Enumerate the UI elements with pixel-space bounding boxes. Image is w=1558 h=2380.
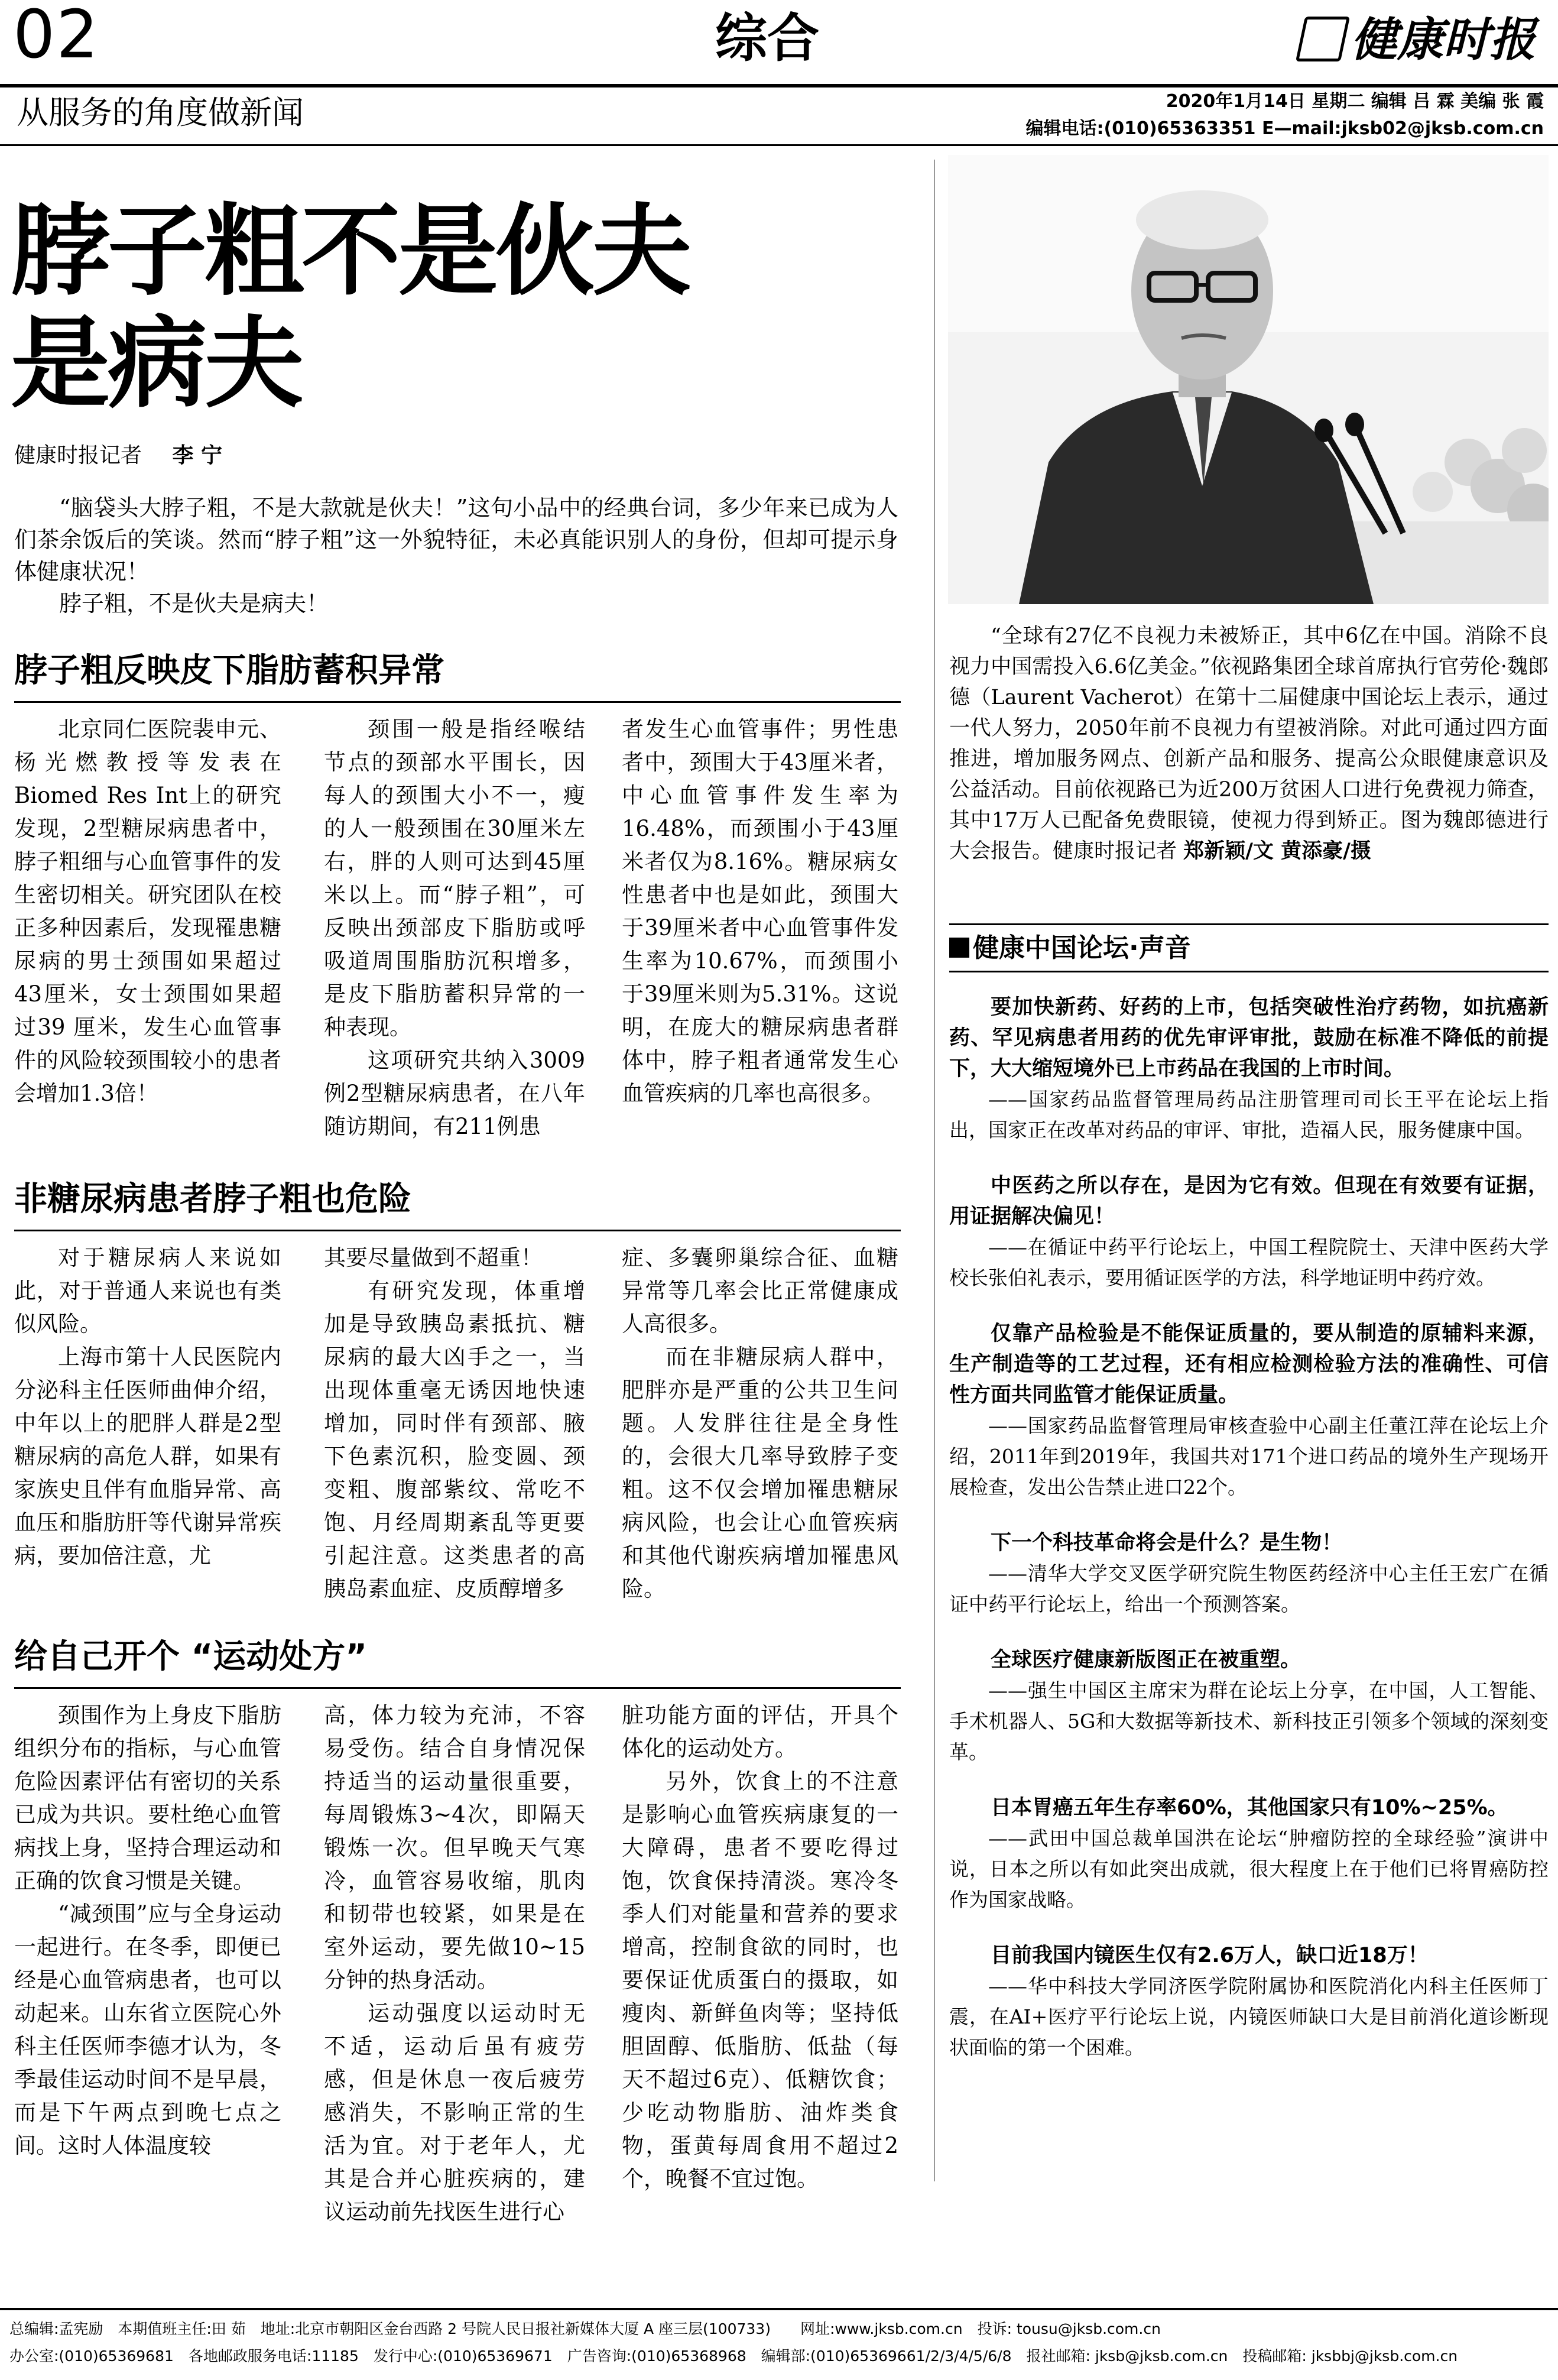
- speaker-photo-icon: [948, 155, 1549, 604]
- section-rule: [14, 1230, 901, 1231]
- forum-quote: 下一个科技革命将会是什么？是生物！: [991, 1531, 1343, 1555]
- editor-contact-line: 编辑电话:(010)65363351 E—mail:jksb02@jksb.com.cn: [1025, 118, 1544, 139]
- body-paragraph: 这项研究共纳入3009例2型糖尿病患者，在八年随访期间，有211例患: [324, 1048, 585, 1139]
- section-title: 综合: [715, 8, 820, 69]
- forum-quote: 目前我国内镜医生仅有2.6万人，缺口近18万！: [991, 1944, 1429, 1967]
- body-paragraph: 而在非糖尿病人群中，肥胖亦是严重的公共卫生问题。人发胖往往是全身性的，会很大几率导致脖子变粗。这不仅会增加罹患糖尿病风险，也会让心血管疾病和其他代谢疾病增加罹患风险。: [622, 1344, 898, 1601]
- body-paragraph: 者发生心血管事件；男性患者中，颈围大于43厘米者，中心血管事件发生率为16.48%，而颈围小于43厘米者仅为8.16%。糖尿病女性患者中也是如此，颈围大于39厘米者中心血管事件发生率为10.67%，而颈围小于39厘米则为5.31%。这说明，在庞大的糖尿病患者群体中，脖子粗者通常发生心血管疾病的几率也高很多。: [622, 716, 898, 1106]
- section-rule: [14, 1687, 901, 1689]
- byline-name: 李 宁: [172, 443, 223, 468]
- section1-col1: [14, 713, 281, 1110]
- body-paragraph: 对于糖尿病人来说如此，对于普通人来说也有类似风险。: [14, 1245, 281, 1337]
- forum-item: [949, 1645, 1549, 1768]
- article-title: [11, 195, 689, 420]
- footer-line-2: 办公室:(010)65369681 各地邮政服务电话:11185 发行中心:(010)65369671 广告咨询:(010)65368968 编辑部:(010)65369661/2/3/4/5/6/8 报社邮箱: jksb@jksb.com.cn 投稿邮箱: jksbbj@jksb.com.cn: [9, 2347, 1458, 2365]
- body-paragraph: 其要尽量做到不超重！: [324, 1245, 543, 1270]
- forum-heading: [949, 930, 1191, 966]
- forum-rule-bottom: [949, 971, 1549, 972]
- forum-items: [949, 992, 1549, 2063]
- forum-item: [949, 1528, 1549, 1620]
- forum-rule-top: [949, 923, 1549, 925]
- section3-col3: [622, 1699, 898, 2196]
- lead-paragraph: 脖子粗，不是伙夫是病夫！: [59, 591, 329, 617]
- forum-quote: 要加快新药、好药的上市，包括突破性治疗药物，如抗癌新药、罕见病患者用药的优先审评审批，鼓励在标准不降低的前提下，大大缩短境外已上市药品在我国的上市时间。: [949, 996, 1549, 1081]
- square-bullet-icon: [949, 938, 969, 958]
- section-heading: 给自己开个 “运动处方”: [14, 1638, 368, 1676]
- masthead-text: 健康时报: [1351, 14, 1536, 67]
- masthead: [1300, 11, 1549, 70]
- photo-credit-names: 郑新颖/文 黄添豪/摄: [1183, 839, 1371, 863]
- forum-quote: 全球医疗健康新版图正在被重塑。: [991, 1648, 1301, 1672]
- column-divider: [934, 160, 935, 2181]
- section2-col3: [622, 1241, 898, 1606]
- body-paragraph: 运动强度以运动时无不适，运动后虽有疲劳感，但是休息一夜后疲劳感消失，不影响正常的生活为宜。对于老年人，尤其是合并心脏疾病的，建议运动前先找医生进行心: [324, 2000, 585, 2225]
- date-editor-line: 2020年1月14日 星期二 编辑 吕 霖 美编 张 霞: [1166, 91, 1544, 112]
- forum-source: ——强生中国区主席宋为群在论坛上分享，在中国，人工智能、手术机器人、5G和大数据等新技术、新科技正引领多个领域的深刻变革。: [949, 1679, 1549, 1763]
- body-paragraph: “减颈围”应与全身运动一起进行。在冬季，即便已经是心血管病患者，也可以动起来。山东省立医院心外科主任医师李德才认为，冬季最佳运动时间不是早晨，而是下午两点到晚七点之间。这时人体温度较: [14, 1901, 281, 2158]
- forum-source: ——武田中国总裁单国洪在论坛“肿瘤防控的全球经验”演讲中说，日本之所以有如此突出成就，很大程度上在于他们已将胃癌防控作为国家战略。: [949, 1827, 1549, 1911]
- forum-source: ——清华大学交叉医学研究院生物医药经济中心主任王宏广在循证中药平行论坛上，给出一个预测答案。: [949, 1562, 1549, 1616]
- body-paragraph: 有研究发现，体重增加是导致胰岛素抵抗、糖尿病的最大凶手之一，当出现体重毫无诱因地快速增加，同时伴有颈部、腋下色素沉积，脸变圆、颈变粗、腹部紫纹、常吃不饱、月经周期紊乱等更要引起注意。这类患者的高胰岛素血症、皮质醇增多: [324, 1278, 585, 1601]
- section2-col1: [14, 1241, 281, 1572]
- byline-label: 健康时报记者: [14, 443, 142, 468]
- section-heading: 脖子粗反映皮下脂肪蓄积异常: [14, 651, 444, 690]
- forum-source: ——华中科技大学同济医学院附属协和医院消化内科主任医师丁震，在AI+医疗平行论坛上说，内镜医师缺口大是目前消化道诊断现状面临的第一个困难。: [949, 1974, 1549, 2059]
- forum-item: [949, 992, 1549, 1146]
- page-number: 02: [13, 0, 100, 73]
- slogan: 从服务的角度做新闻: [17, 94, 304, 131]
- photo-caption: [949, 621, 1549, 867]
- forum-source: ——国家药品监督管理局审核查验中心副主任董江萍在论坛上介绍，2011年到2019年，我国共对171个进口药品的境外生产现场开展检查，发出公告禁止进口22个。: [949, 1414, 1549, 1499]
- forum-quote: 仅靠产品检验是不能保证质量的，要从制造的原辅料来源，生产制造等的工艺过程，还有相应检测检验方法的准确性、可信性方面共同监管才能保证质量。: [949, 1322, 1549, 1407]
- section2-col2: [324, 1241, 585, 1606]
- forum-quote: 中医药之所以存在，是因为它有效。但现在有效要有证据，用证据解决偏见！: [949, 1174, 1549, 1228]
- forum-item: [949, 1792, 1549, 1915]
- body-paragraph: 另外，饮食上的不注意是影响心血管疾病康复的一大障碍，患者不要吃得过饱，饮食保持清淡。寒冷冬季人们对能量和营养的要求增高，控制食欲的同时，也要保证优质蛋白的摄取，如瘦肉、新鲜鱼肉等；坚持低胆固醇、低脂肪、低盐（每天不超过6克）、低糖饮食；少吃动物脂肪、油炸类食物，蛋黄每周食用不超过2个，晚餐不宜过饱。: [622, 1769, 898, 2191]
- speaker-photo: [948, 155, 1549, 604]
- body-paragraph: 上海市第十人民医院内分泌科主任医师曲伸介绍，中年以上的肥胖人群是2型糖尿病的高危人群，如果有家族史且伴有血脂异常、高血压和脂肪肝等代谢异常疾病，要加倍注意，尤: [14, 1344, 281, 1568]
- article-lead: [14, 492, 898, 620]
- footer-rule: [0, 2308, 1558, 2310]
- header-rule-thick: [0, 84, 1558, 87]
- photo-credit-prefix: 健康时报记者: [1053, 839, 1177, 863]
- section1-col3: [622, 713, 898, 1110]
- body-paragraph: 北京同仁医院裴申元、杨光燃教授等发表在Biomed Res Int上的研究发现，2型糖尿病患者中，脖子粗细与心血管事件的发生密切相关。研究团队在校正多种因素后，发现罹患糖尿病的男士颈围如果超过43厘米，女士颈围如果超过39 厘米，发生心血管事件的风险较颈围较小的患者会增加1.3倍！: [14, 716, 281, 1106]
- forum-item: [949, 1940, 1549, 2063]
- body-paragraph: 脏功能方面的评估，开具个体化的运动处方。: [622, 1703, 898, 1761]
- section3-col2: [324, 1699, 585, 2229]
- body-paragraph: 高，体力较为充沛，不容易受伤。结合自身情况保持适当的运动量很重要，每周锻炼3~4次，即隔天锻炼一次。但早晚天气寒冷，血管容易收缩，肌肉和韧带也较紧，如果是在室外运动，要先做10~15分钟的热身活动。: [324, 1703, 585, 1993]
- section-heading: 非糖尿病患者脖子粗也危险: [14, 1180, 411, 1218]
- forum-item: [949, 1170, 1549, 1293]
- photo-caption-text: “全球有27亿不良视力未被矫正，其中6亿在中国。消除不良视力中国需投入6.6亿美金。”依视路集团全球首席执行官劳伦·魏郎德（Laurent Vacherot）在第十二届健康中国论坛上表示，通过一代人努力，2050年前不良视力有望被消除。对此可通过四方面推进，增加服务网点、创新产品和服务、提高公众眼健康意识及公益活动。目前依视路已为近200万贫困人口进行免费视力筛查，其中17万人已配备免费眼镜，使视力得到矫正。图为魏郎德进行大会报告。: [949, 624, 1549, 863]
- header-rule-bottom: [0, 144, 1558, 146]
- forum-quote: 日本胃癌五年生存率60%，其他国家只有10%~25%。: [991, 1796, 1508, 1820]
- article-title-line1: 脖子粗不是伙夫: [11, 193, 689, 309]
- body-paragraph: 症、多囊卵巢综合征、血糖异常等几率会比正常健康成人高很多。: [622, 1245, 898, 1337]
- section3-col1: [14, 1699, 281, 2162]
- forum-item: [949, 1318, 1549, 1503]
- forum-heading-text: 健康中国论坛·声音: [973, 933, 1191, 963]
- section1-col2: [324, 713, 585, 1143]
- forum-source: ——在循证中药平行论坛上，中国工程院院士、天津中医药大学校长张伯礼表示，要用循证医学的方法，科学地证明中药疗效。: [949, 1236, 1549, 1289]
- section-rule: [14, 701, 901, 703]
- body-paragraph: 颈围一般是指经喉结节点的颈部水平围长，因每人的颈围大小不一，瘦的人一般颈围在30厘米左右，胖的人则可达到45厘米以上。而“脖子粗”，可反映出颈部皮下脂肪或呼吸道周围脂肪沉积增多，是皮下脂肪蓄积异常的一种表现。: [324, 716, 585, 1040]
- forum-source: ——国家药品监督管理局药品注册管理司司长王平在论坛上指出，国家正在改革对药品的审评、审批，造福人民，服务健康中国。: [949, 1088, 1549, 1142]
- body-paragraph: 颈围作为上身皮下脂肪组织分布的指标，与心血管危险因素评估有密切的关系已成为共识。要杜绝心血管病找上身，坚持合理运动和正确的饮食习惯是关键。: [14, 1703, 281, 1893]
- byline: [14, 441, 222, 471]
- article-title-line2: 是病夫: [11, 306, 301, 421]
- lead-paragraph: “脑袋头大脖子粗，不是大款就是伙夫！”这句小品中的经典台词，多少年来已成为人们茶余饭后的笑谈。然而“脖子粗”这一外貌特征，未必真能识别人的身份，但却可提示身体健康状况！: [14, 495, 898, 585]
- masthead-logo-icon: [1296, 17, 1350, 61]
- footer-line-1: 总编辑:孟宪励 本期值班主任:田 茹 地址:北京市朝阳区金台西路 2 号院人民日报社新媒体大厦 A 座三层(100733) 网址:www.jksb.com.cn 投诉: tousu@jksb.com.cn: [9, 2320, 1161, 2337]
